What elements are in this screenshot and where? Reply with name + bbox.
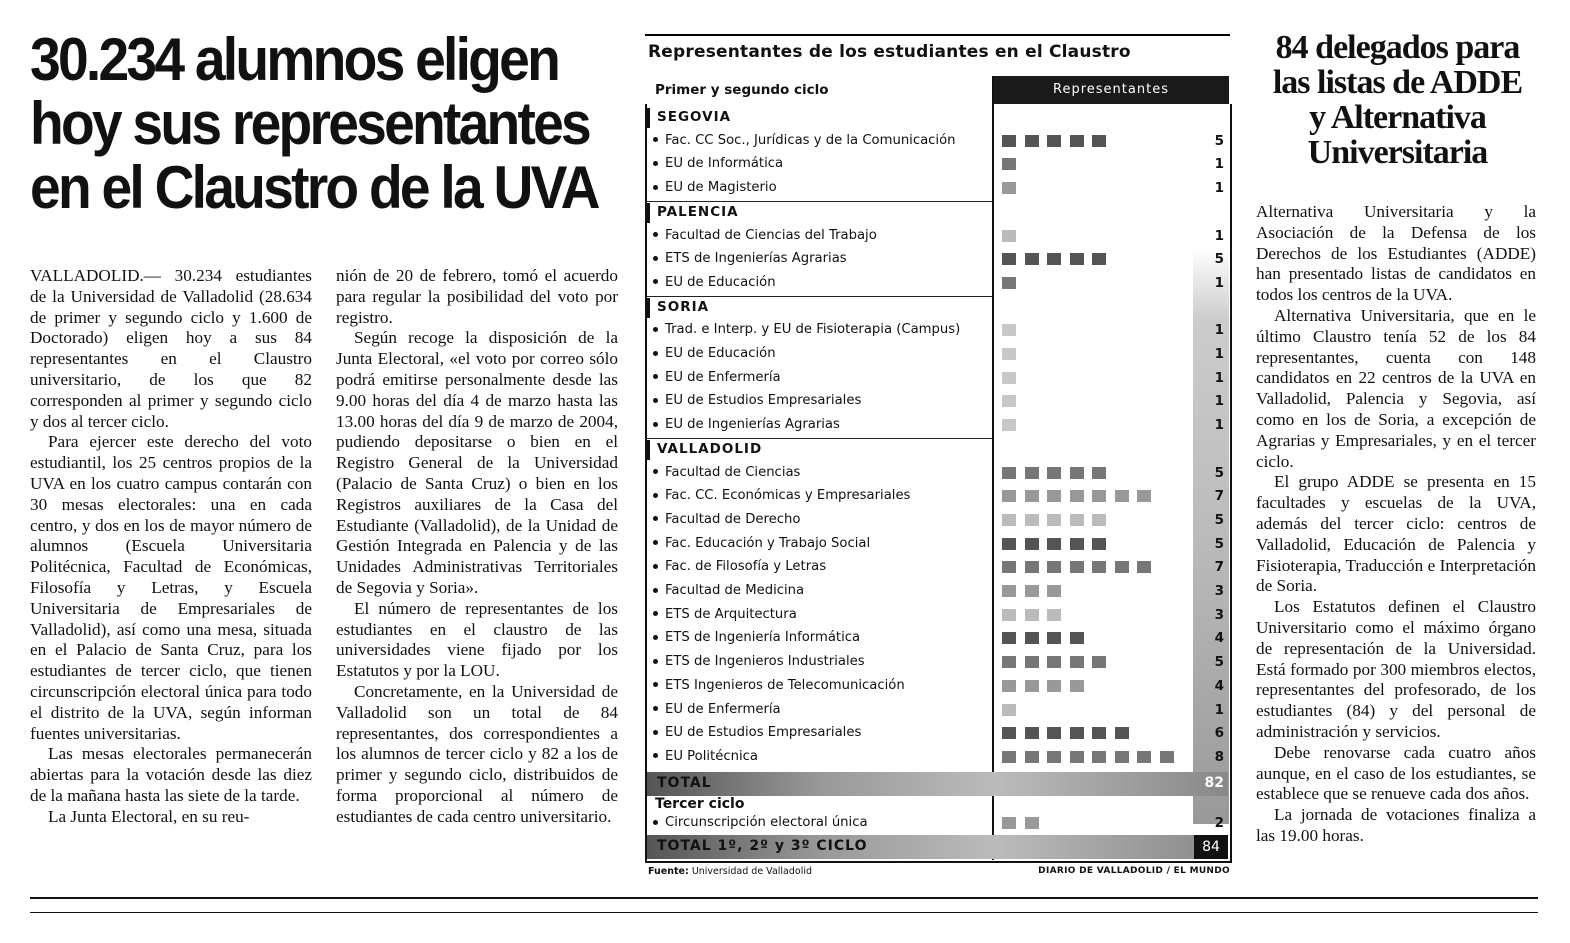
center-label <box>653 536 870 551</box>
representative-block <box>1115 490 1129 502</box>
center-label <box>653 156 783 171</box>
representative-blocks <box>1002 609 1070 622</box>
bullet-icon <box>653 256 658 261</box>
grand-total-label: TOTAL 1º, 2º y 3º CICLO <box>657 838 868 854</box>
representative-blocks <box>1002 467 1115 480</box>
center-row <box>645 699 1228 723</box>
center-name: ETS de Ingenieros Industriales <box>665 654 865 670</box>
center-name: Fac. CC Soc., Jurídicas y de la Comunicación <box>665 132 956 148</box>
center-name: EU de Enfermería <box>665 701 781 717</box>
representative-blocks <box>1002 372 1025 385</box>
representative-block <box>1025 632 1039 644</box>
representative-block <box>1092 467 1106 479</box>
paragraph: La Junta Electoral, en su reu- <box>48 806 250 826</box>
campus-marker <box>647 203 650 223</box>
paragraph: Para ejercer este derecho del voto estudiantil, los 25 centros propios de la UVA en los cuatro campus contarán con 30 mesas electorales: una en cada centro, y dos en los de mayor número de alumnos (Escuela Universitaria Politécnica, Facultad de Económicas, Filosofía y Letras, y Escuela Universitaria de Empresariales de Valladolid), así como una mesa, situada en el Palacio de Santa Cruz, para los estudiantes de tercer ciclo, que tienen circunscripción electoral única para todo el distrito de la UVA, según informan fuentes universitarias. <box>30 432 312 743</box>
representative-blocks <box>1002 135 1115 148</box>
campus-row <box>645 201 1228 225</box>
representative-blocks <box>1002 182 1025 195</box>
representative-block <box>1025 490 1039 502</box>
representative-block <box>1047 609 1061 621</box>
center-count: 7 <box>1214 488 1224 505</box>
paragraph: Según recoge la disposición de la Junta Electoral, «el voto por correo sólo podrá emitirse personalmente desde las 9.00 horas del día 4 de marzo hasta las 13.00 horas del día 9 de marzo de 2004, pudiendo depositarse o bien en el Registro General de la Universidad (Palacio de Santa Cruz) o bien en los Registros auxiliares de la Casa del Estudiante (Valladolid), de la Unidad de Gestión Integrada en Palencia y de las Unidades Administrativas Territoriales de Segovia y Soria». <box>336 328 618 597</box>
center-row <box>645 177 1228 201</box>
paragraph: VALLADOLID.— 30.234 estudiantes de la Universidad de Valladolid (28.634 de primer y segundo ciclo y 1.600 de Doctorado) eligen hoy a sus 84 representantes en el Claustro universitario, de los que 82 corresponden al primer y segundo ciclo y dos al tercer ciclo. <box>30 266 312 431</box>
campus-marker <box>647 108 650 128</box>
representative-block <box>1002 656 1016 668</box>
representative-block <box>1002 490 1016 502</box>
representatives-infographic <box>645 34 1230 884</box>
representative-block <box>1047 467 1061 479</box>
representative-block <box>1002 751 1016 763</box>
center-count: 8 <box>1214 748 1224 765</box>
representative-block <box>1115 561 1129 573</box>
center-count: 7 <box>1214 559 1224 576</box>
bullet-icon <box>653 753 658 758</box>
source-text: Universidad de Valladolid <box>691 866 813 877</box>
center-label <box>653 702 781 717</box>
center-row <box>645 722 1228 746</box>
bullet-icon <box>653 279 658 284</box>
center-count: 4 <box>1214 630 1224 647</box>
representative-block <box>1047 514 1061 526</box>
center-count: 1 <box>1214 369 1224 386</box>
headline-line-1: 30.234 alumnos eligen <box>30 26 559 93</box>
center-count: 1 <box>1214 274 1224 291</box>
center-label <box>653 275 776 290</box>
representative-blocks <box>1002 585 1070 598</box>
center-name: Facultad de Ciencias del Trabajo <box>665 227 877 243</box>
representative-block <box>1002 348 1016 360</box>
bullet-icon <box>653 588 658 593</box>
center-row <box>645 248 1228 272</box>
center-row <box>645 651 1228 675</box>
center-name: Circunscripción electoral única <box>665 815 868 830</box>
center-row <box>645 485 1228 509</box>
third-cycle-count: 2 <box>1214 815 1224 831</box>
representative-blocks <box>1002 253 1115 266</box>
representative-block <box>1047 632 1061 644</box>
representative-block <box>1070 561 1084 573</box>
representative-block <box>1047 680 1061 692</box>
headline-line-3: en el Claustro de la UVA <box>30 154 598 221</box>
bullet-icon <box>653 730 658 735</box>
representative-block <box>1002 561 1016 573</box>
representative-block <box>1070 253 1084 265</box>
representative-block <box>1002 727 1016 739</box>
representative-block <box>1070 490 1084 502</box>
campus-name: PALENCIA <box>657 203 739 220</box>
center-label <box>653 393 861 408</box>
representative-block <box>1002 514 1016 526</box>
center-label <box>653 370 781 385</box>
representative-block <box>1025 585 1039 597</box>
center-count: 6 <box>1214 725 1224 742</box>
representative-block <box>1047 585 1061 597</box>
graphic-credit: DIARIO DE VALLADOLID / EL MUNDO <box>1038 866 1230 876</box>
campus-row <box>645 438 1228 462</box>
center-name: EU de Enfermería <box>665 369 781 385</box>
center-name: EU de Informática <box>665 156 784 172</box>
center-name: EU de Ingenierías Agrarias <box>665 417 840 433</box>
representative-block <box>1092 253 1106 265</box>
representative-block <box>1002 135 1016 147</box>
representative-block <box>1137 490 1151 502</box>
representative-block <box>1002 680 1016 692</box>
representative-block <box>1160 751 1174 763</box>
center-label <box>653 228 877 243</box>
center-count: 1 <box>1214 180 1224 197</box>
representative-block <box>1002 817 1016 829</box>
representative-block <box>1025 135 1039 147</box>
center-count: 1 <box>1214 227 1224 244</box>
center-row <box>645 343 1228 367</box>
center-name: Facultad de Derecho <box>665 511 801 527</box>
center-row <box>645 580 1228 604</box>
representative-block <box>1047 135 1061 147</box>
center-row <box>645 390 1228 414</box>
center-count: 1 <box>1214 701 1224 718</box>
representative-block <box>1025 467 1039 479</box>
representative-block <box>1002 632 1016 644</box>
representative-blocks <box>1002 158 1025 171</box>
center-label <box>653 725 861 740</box>
center-name: Facultad de Ciencias <box>665 464 801 480</box>
center-row <box>645 556 1228 580</box>
representative-block <box>1002 395 1016 407</box>
representative-block <box>1002 372 1016 384</box>
center-label <box>653 583 804 598</box>
center-label <box>653 678 905 693</box>
center-label <box>653 465 800 480</box>
center-count: 5 <box>1214 251 1224 268</box>
representative-block <box>1092 751 1106 763</box>
center-count: 5 <box>1214 511 1224 528</box>
center-count: 1 <box>1214 156 1224 173</box>
representative-block <box>1092 561 1106 573</box>
center-count: 5 <box>1214 132 1224 149</box>
representative-block <box>1092 727 1106 739</box>
paragraph: Concretamente, en la Universidad de Valladolid son un total de 84 representantes, dos correspondientes a los alumnos de tercer ciclo y 82 a los de primer y segundo ciclo, distribuidos de forma proporcional al número de estudiantes de cada centro universitario. <box>336 681 618 826</box>
center-name: Fac. CC. Económicas y Empresariales <box>665 488 911 504</box>
bottom-rule <box>30 912 1538 913</box>
representative-block <box>1002 158 1016 170</box>
bullet-icon <box>653 493 658 498</box>
representative-block <box>1070 467 1084 479</box>
center-row <box>645 627 1228 651</box>
representative-block <box>1137 561 1151 573</box>
article-column-1 <box>30 266 312 828</box>
center-label <box>653 749 758 764</box>
center-count: 1 <box>1214 417 1224 434</box>
center-name: Facultad de Medicina <box>665 583 805 598</box>
campus-name: SEGOVIA <box>657 109 732 125</box>
center-label <box>653 251 847 266</box>
side-headline-line-2: las listas de ADDE <box>1272 64 1523 101</box>
bullet-icon <box>653 682 658 687</box>
representative-blocks <box>1002 490 1160 503</box>
representative-block <box>1047 561 1061 573</box>
center-name: Fac. Educación y Trabajo Social <box>665 535 871 551</box>
representative-block <box>1002 230 1016 242</box>
representative-block <box>1025 751 1039 763</box>
representative-block <box>1047 538 1061 550</box>
representative-block <box>1002 253 1016 265</box>
paragraph: El grupo ADDE se presenta en 15 facultades y escuelas de la UVA, además del tercer ciclo: centros de Valladolid, Educación de Palencia y Fisioterapia, Traducción e Interpretación de Soria. <box>1256 472 1536 596</box>
representative-block <box>1070 727 1084 739</box>
representative-block <box>1092 514 1106 526</box>
campus-marker <box>647 298 650 318</box>
representative-block <box>1002 585 1016 597</box>
representative-block <box>1025 727 1039 739</box>
representative-block <box>1047 656 1061 668</box>
representative-blocks <box>1002 704 1025 717</box>
representative-block <box>1092 135 1106 147</box>
center-name: ETS Ingenieros de Telecomunicación <box>665 677 905 693</box>
representative-blocks <box>1002 277 1025 290</box>
representative-block <box>1070 538 1084 550</box>
center-count: 3 <box>1214 583 1224 599</box>
bullet-icon <box>653 232 658 237</box>
center-name: EU de Educación <box>665 274 776 290</box>
representative-block <box>1025 561 1039 573</box>
side-headline-line-1: 84 delegados para <box>1275 29 1520 66</box>
representative-block <box>1070 632 1084 644</box>
campus-row <box>645 296 1228 320</box>
bullet-icon <box>653 516 658 521</box>
center-label <box>653 180 777 195</box>
center-row <box>645 533 1228 557</box>
representative-block <box>1002 609 1016 621</box>
center-row <box>645 414 1228 438</box>
center-name: EU de Educación <box>665 346 776 361</box>
representative-blocks <box>1002 751 1182 764</box>
representative-blocks <box>1002 348 1025 361</box>
bullet-icon <box>653 635 658 640</box>
center-count: 5 <box>1214 464 1224 481</box>
representative-block <box>1025 514 1039 526</box>
center-row <box>645 225 1228 249</box>
representative-block <box>1025 656 1039 668</box>
bullet-icon <box>653 564 658 569</box>
bullet-icon <box>653 820 658 825</box>
grand-total-count: 84 <box>1194 835 1228 859</box>
representative-block <box>1002 182 1016 194</box>
representative-blocks <box>1002 419 1025 432</box>
paragraph: El número de representantes de los estudiantes en el claustro de las universidades viene fijado por los Estatutos y por la LOU. <box>336 598 618 681</box>
representative-block <box>1047 727 1061 739</box>
representative-blocks <box>1002 727 1137 740</box>
representative-blocks <box>1002 324 1025 337</box>
article-column-2 <box>336 266 618 828</box>
representative-blocks <box>1002 656 1115 669</box>
representative-block <box>1070 514 1084 526</box>
side-headline-line-3: y Alternativa <box>1309 99 1486 136</box>
center-label <box>653 512 800 527</box>
source-note <box>648 866 812 877</box>
center-count: 5 <box>1214 654 1224 671</box>
third-cycle-header: Tercer ciclo <box>655 796 745 812</box>
representative-block <box>1025 538 1039 550</box>
center-label <box>653 322 960 337</box>
headline-line-2: hoy sus representantes <box>30 90 589 157</box>
center-label <box>653 630 860 645</box>
representatives-column-header: Representantes <box>993 76 1229 104</box>
bullet-icon <box>653 327 658 332</box>
representative-block <box>1002 324 1016 336</box>
center-name: Trad. e Interp. y EU de Fisioterapia (Campus) <box>665 322 961 338</box>
center-label <box>653 488 910 503</box>
center-label <box>653 346 776 361</box>
bullet-icon <box>653 137 658 142</box>
center-label <box>653 133 956 148</box>
paragraph: nión de 20 de febrero, tomó el acuerdo para regular la posibilidad del voto por registro. <box>336 266 618 327</box>
source-label: Fuente: <box>648 866 689 877</box>
representative-block <box>1025 817 1039 829</box>
bullet-icon <box>653 706 658 711</box>
side-headline-line-4: Universitaria <box>1307 134 1488 171</box>
bullet-icon <box>653 422 658 427</box>
total-count: 82 <box>1204 774 1224 791</box>
center-count: 4 <box>1214 677 1224 694</box>
center-label <box>653 417 840 432</box>
representative-blocks <box>1002 561 1160 574</box>
representative-blocks <box>1002 514 1115 527</box>
center-row <box>645 746 1228 770</box>
representative-blocks <box>1002 632 1092 645</box>
center-count: 3 <box>1214 606 1224 623</box>
graphic-title: Representantes de los estudiantes en el Claustro <box>648 42 1131 62</box>
center-row <box>645 153 1228 177</box>
center-name: ETS de Ingeniería Informática <box>665 630 861 646</box>
center-row <box>645 509 1228 533</box>
representative-block <box>1047 751 1061 763</box>
center-row <box>645 272 1228 296</box>
paragraph: Alternativa Universitaria, que en le último Claustro tenía 52 de los 84 representantes, cuenta con 148 candidatos en 22 centros de la UVA en Valladolid, Palencia y Segovia, así como en los de Soria, a excepción de Agrarias y Empresariales, y en el tercer ciclo. <box>1256 305 1536 471</box>
representative-blocks <box>1002 395 1025 408</box>
headline <box>30 26 598 221</box>
representative-block <box>1070 656 1084 668</box>
third-cycle-row <box>645 812 1228 836</box>
representative-block <box>1025 609 1039 621</box>
center-count: 5 <box>1214 535 1224 552</box>
center-name: ETS de Ingenierías Agrarias <box>665 251 847 267</box>
bullet-icon <box>653 185 658 190</box>
center-label <box>653 654 865 669</box>
center-name: ETS de Arquitectura <box>665 606 797 622</box>
first-second-cycle-header: Primer y segundo ciclo <box>655 82 829 98</box>
representative-block <box>1047 253 1061 265</box>
representative-block <box>1002 277 1016 289</box>
graphic-top-rule <box>645 34 1230 36</box>
center-row <box>645 130 1228 154</box>
paragraph: Debe renovarse cada cuatro años aunque, en el caso de los estudiantes, se establece que se renueve cada dos años. <box>1256 742 1536 804</box>
representative-block <box>1115 751 1129 763</box>
bullet-icon <box>653 469 658 474</box>
campus-name: VALLADOLID <box>657 440 763 457</box>
representative-block <box>1002 704 1016 716</box>
representative-blocks <box>1002 680 1092 693</box>
representative-block <box>1002 467 1016 479</box>
center-label <box>653 559 826 574</box>
representative-block <box>1070 751 1084 763</box>
representative-block <box>1002 419 1016 431</box>
bullet-icon <box>653 351 658 356</box>
center-row <box>645 462 1228 486</box>
center-name: EU de Magisterio <box>665 180 777 196</box>
center-row <box>645 604 1228 628</box>
grand-total-row <box>647 835 1228 859</box>
representative-blocks <box>1002 817 1047 830</box>
representative-block <box>1092 656 1106 668</box>
campus-marker <box>647 440 650 460</box>
center-name: EU de Estudios Empresariales <box>665 393 862 409</box>
bullet-icon <box>653 540 658 545</box>
representative-block <box>1137 751 1151 763</box>
representative-blocks <box>1002 538 1115 551</box>
paragraph: Alternativa Universitaria y la Asociación de la Defensa de los Derechos de los Estudiantes (ADDE) han presentado listas de candidatos en todos los centros de la UVA. <box>1256 202 1536 305</box>
representative-block <box>1115 727 1129 739</box>
center-name: Fac. de Filosofía y Letras <box>665 559 827 575</box>
total-label: TOTAL <box>657 774 712 791</box>
representative-block <box>1025 680 1039 692</box>
article-column-3 <box>1256 202 1536 847</box>
center-count: 1 <box>1214 322 1224 339</box>
bullet-icon <box>653 398 658 403</box>
center-count: 1 <box>1214 393 1224 410</box>
bullet-icon <box>653 374 658 379</box>
side-headline <box>1250 30 1545 170</box>
center-count: 1 <box>1214 346 1224 362</box>
center-row <box>645 675 1228 699</box>
representative-block <box>1092 490 1106 502</box>
center-label <box>653 607 797 622</box>
center-label <box>653 815 868 830</box>
representative-blocks <box>1002 230 1025 243</box>
representative-block <box>1002 538 1016 550</box>
representative-block <box>1070 680 1084 692</box>
paragraph: Las mesas electorales permanecerán abiertas para la votación desde las diez de la mañana hasta las siete de la tarde. <box>30 744 312 805</box>
total-row <box>647 772 1228 796</box>
representative-block <box>1070 135 1084 147</box>
representative-block <box>1025 253 1039 265</box>
representative-block <box>1092 538 1106 550</box>
representative-block <box>1047 490 1061 502</box>
paragraph: La jornada de votaciones finaliza a las 19.00 horas. <box>1256 805 1536 845</box>
bullet-icon <box>653 611 658 616</box>
campus-name: SORIA <box>657 298 710 315</box>
center-name: EU de Estudios Empresariales <box>665 725 862 741</box>
center-row <box>645 319 1228 343</box>
center-name: EU Politécnica <box>665 748 758 764</box>
campus-row <box>645 106 1228 130</box>
bullet-icon <box>653 659 658 664</box>
bullet-icon <box>653 161 658 166</box>
center-row <box>645 367 1228 391</box>
bottom-rule <box>30 897 1538 899</box>
paragraph: Los Estatutos definen el Claustro Universitario como el máximo órgano de representación de la Universidad. Está formado por 300 miembros electos, representantes del profesorado, de los estudiantes (84) y del personal de administración y servicios. <box>1256 597 1536 741</box>
